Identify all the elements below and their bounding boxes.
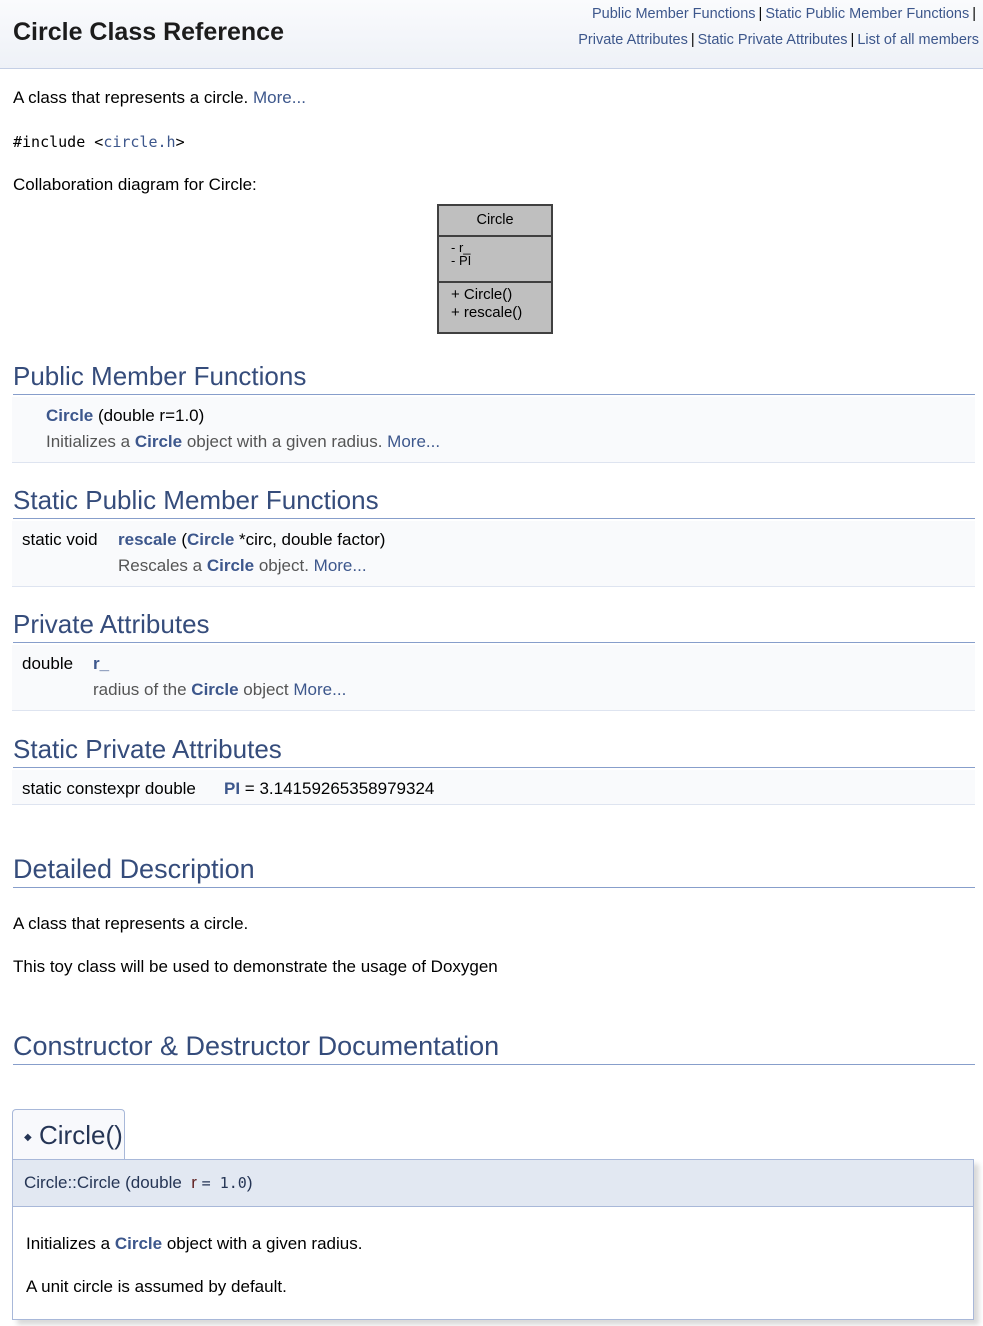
uml-operations xyxy=(439,283,551,322)
heading-private-attributes: Private Attributes xyxy=(13,609,975,643)
args-open: ( xyxy=(181,530,188,549)
member-row-rescale xyxy=(12,521,975,587)
uml-class-name: Circle xyxy=(439,206,551,237)
proto-close: ) xyxy=(246,1173,253,1192)
member-type: static constexpr double xyxy=(22,779,196,798)
desc-link-circle[interactable]: Circle xyxy=(134,432,183,451)
desc-prefix: radius of the xyxy=(93,680,187,699)
memitem-doc xyxy=(12,1207,974,1320)
desc-suffix: object. xyxy=(258,556,309,575)
uml-op-circle: + Circle() xyxy=(451,286,513,303)
separator: | xyxy=(758,6,763,22)
member-row-circle xyxy=(12,397,975,463)
member-type: static void xyxy=(22,530,98,549)
member-description xyxy=(93,680,346,700)
member-description xyxy=(118,556,367,576)
doc-link-circle[interactable]: Circle xyxy=(114,1234,163,1253)
desc-prefix: Rescales a xyxy=(118,556,203,575)
uml-attr-pi: - PI xyxy=(451,253,472,268)
desc-suffix: object xyxy=(243,680,289,699)
doc-suffix: object with a given radius. xyxy=(166,1234,363,1253)
desc-link-circle[interactable]: Circle xyxy=(191,680,239,699)
include-prefix: #include < xyxy=(13,133,104,151)
member-signature xyxy=(224,779,434,799)
diamond-bullet-icon: ◆ xyxy=(24,1132,32,1143)
uml-attr-r: - r_ xyxy=(451,240,471,255)
more-link[interactable]: More... xyxy=(313,556,367,575)
heading-static-public-member-functions: Static Public Member Functions xyxy=(13,485,975,519)
doc-paragraph-1 xyxy=(26,1234,362,1254)
brief-description xyxy=(13,88,306,108)
member-value: = 3.14159265358979324 xyxy=(244,779,435,798)
uml-op-rescale: + rescale() xyxy=(451,304,523,321)
link-list-all-members[interactable]: List of all members xyxy=(857,32,979,48)
link-public-member-functions[interactable]: Public Member Functions xyxy=(591,6,756,22)
member-row-r xyxy=(12,645,975,711)
page-header xyxy=(0,0,983,69)
member-description xyxy=(46,432,440,452)
memitem-name: Circle() xyxy=(39,1120,123,1150)
doc-prefix: Initializes a xyxy=(26,1234,111,1253)
member-args: (double r=1.0) xyxy=(97,406,205,425)
memitem-title-tab xyxy=(12,1109,125,1159)
include-line xyxy=(13,133,185,151)
heading-static-private-attributes: Static Private Attributes xyxy=(13,734,975,768)
link-static-public-member-functions[interactable]: Static Public Member Functions xyxy=(765,6,970,22)
proto-open: ( xyxy=(125,1173,131,1192)
proto-name: Circle::Circle xyxy=(24,1173,121,1192)
member-signature xyxy=(46,406,204,426)
heading-ctor-dtor: Constructor & Destructor Documentation xyxy=(13,1031,975,1065)
member-signature xyxy=(93,654,109,674)
desc-prefix: Initializes a xyxy=(46,432,131,451)
desc-suffix: object with a given radius. xyxy=(186,432,383,451)
args-rest: *circ, double factor) xyxy=(239,530,386,549)
doc-paragraph-2: A unit circle is assumed by default. xyxy=(26,1277,287,1296)
member-link-rescale[interactable]: rescale xyxy=(118,530,177,549)
more-link[interactable]: More... xyxy=(387,432,441,451)
detailed-paragraph-2: This toy class will be used to demonstrate the usage of Doxygen xyxy=(13,957,498,976)
proto-param: r xyxy=(191,1173,197,1192)
summary-links xyxy=(578,1,979,53)
member-link-circle[interactable]: Circle xyxy=(46,406,94,425)
proto-type: double xyxy=(130,1173,182,1192)
member-row-pi xyxy=(12,770,975,805)
heading-detailed-description: Detailed Description xyxy=(13,854,975,888)
include-suffix: > xyxy=(175,133,185,151)
collaboration-diagram[interactable] xyxy=(437,204,553,334)
separator: | xyxy=(972,6,976,22)
separator: | xyxy=(850,32,855,48)
member-signature xyxy=(118,530,385,550)
prototype-signature xyxy=(24,1173,253,1193)
link-private-attributes[interactable]: Private Attributes xyxy=(578,32,688,48)
link-static-private-attributes[interactable]: Static Private Attributes xyxy=(697,32,848,48)
brief-text: A class that represents a circle. xyxy=(13,88,249,107)
heading-public-member-functions: Public Member Functions xyxy=(13,361,975,395)
collab-label: Collaboration diagram for Circle: xyxy=(13,175,257,194)
memitem-prototype xyxy=(12,1159,974,1207)
member-link-r[interactable]: r_ xyxy=(93,654,110,673)
include-file-link[interactable]: circle.h xyxy=(103,133,176,151)
page-title: Circle Class Reference xyxy=(13,18,284,46)
uml-attributes xyxy=(439,237,551,283)
member-type: double xyxy=(22,654,74,673)
more-link[interactable]: More... xyxy=(293,680,347,699)
brief-more-link[interactable]: More... xyxy=(253,88,306,107)
member-link-pi[interactable]: PI xyxy=(224,779,241,798)
desc-link-circle[interactable]: Circle xyxy=(206,556,255,575)
separator: | xyxy=(690,32,695,48)
proto-default: = 1.0 xyxy=(201,1174,247,1192)
detailed-paragraph-1: A class that represents a circle. xyxy=(13,914,249,933)
arg-link-circle[interactable]: Circle xyxy=(187,530,235,549)
